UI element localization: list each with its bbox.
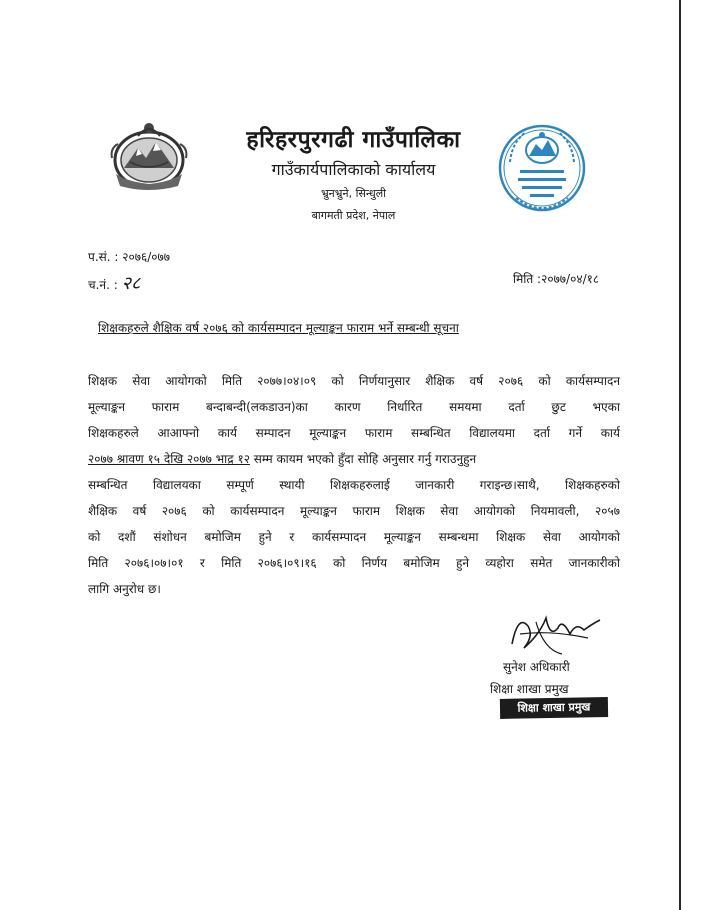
designation-stamp: शिक्षा शाखा प्रमुख xyxy=(500,697,608,719)
body-line: शैक्षिक वर्ष २०७६ को कार्यसम्पादन मूल्याङ्कन फाराम शिक्षक सेवा आयोगको नियमावली, २०५७ xyxy=(88,504,620,518)
body-line: को दशौं संशोधन बमोजिम हुने र कार्यसम्पादन मूल्याङ्कन सम्बन्धमा शिक्षक सेवा आयोगको xyxy=(88,530,620,544)
letter-date: मिति :२०७७/०४/१८ xyxy=(513,272,600,286)
body-line-rest: सम्म कायम भएको हुँदा सोहि अनुसार गर्नु गराउनुहुन xyxy=(249,452,477,466)
body-line: शिक्षक सेवा आयोगको मिति २०७७।०४।०९ को निर्णयानुसार शैक्षिक वर्ष २०७६ को कार्यसम्पादन xyxy=(88,374,620,388)
municipality-title: हरिहरपुरगढी गाउँपालिका xyxy=(246,127,461,153)
body-line: लागि अनुरोध छ। xyxy=(88,582,161,596)
cn-value: २८ xyxy=(121,273,141,294)
signatory-name: सुनेश अधिकारी xyxy=(503,660,570,674)
letter-subject: शिक्षकहरुले शैक्षिक वर्ष २०७६ को कार्यसम्पादन मूल्याङ्कन फाराम भर्ने सम्बन्धी सूचना xyxy=(98,321,459,335)
reference-cn xyxy=(88,271,140,295)
reference-ps xyxy=(88,248,170,265)
office-province: बागमती प्रदेश, नेपाल xyxy=(311,209,396,222)
body-line: मूल्याङ्कन फाराम बन्दाबन्दी(लकडाउन)का कारण निर्धारित समयमा दर्ता छुट भएका xyxy=(88,400,620,414)
cn-label: च.नं. : xyxy=(88,278,118,292)
ps-label: प.सं. : xyxy=(88,250,119,264)
handwritten-signature xyxy=(500,604,610,662)
body-line: शिक्षकहरुले आआफ्नो कार्य सम्पादन मूल्याङ्कन फाराम सम्बन्धित विद्यालयमा दर्ता गर्ने कार्य xyxy=(88,426,620,440)
body-line: मिति २०७६।०७।०१ र मिति २०७६।०९।१६ को निर्णय बमोजिम हुने व्यहोरा समेत जानकारीको xyxy=(88,556,620,570)
deadline-period: २०७७ श्रावण १५ देखि २०७७ भाद्र १२ xyxy=(88,452,250,466)
body-line: सम्बन्धित विद्यालयका सम्पूर्ण स्थायी शिक्षकहरुलाई जानकारी गराइन्छ।साथै, शिक्षकहरुको xyxy=(88,478,620,492)
office-location: भ्रुनभ्रुने, सिन्धुली xyxy=(320,187,387,200)
office-name: गाउँकार्यपालिकाको कार्यालय xyxy=(271,160,436,179)
signatory-title: शिक्षा शाखा प्रमुख xyxy=(490,682,569,696)
ps-value: २०७६/०७७ xyxy=(122,250,170,264)
body-line xyxy=(88,450,620,476)
letter-body xyxy=(88,372,620,606)
